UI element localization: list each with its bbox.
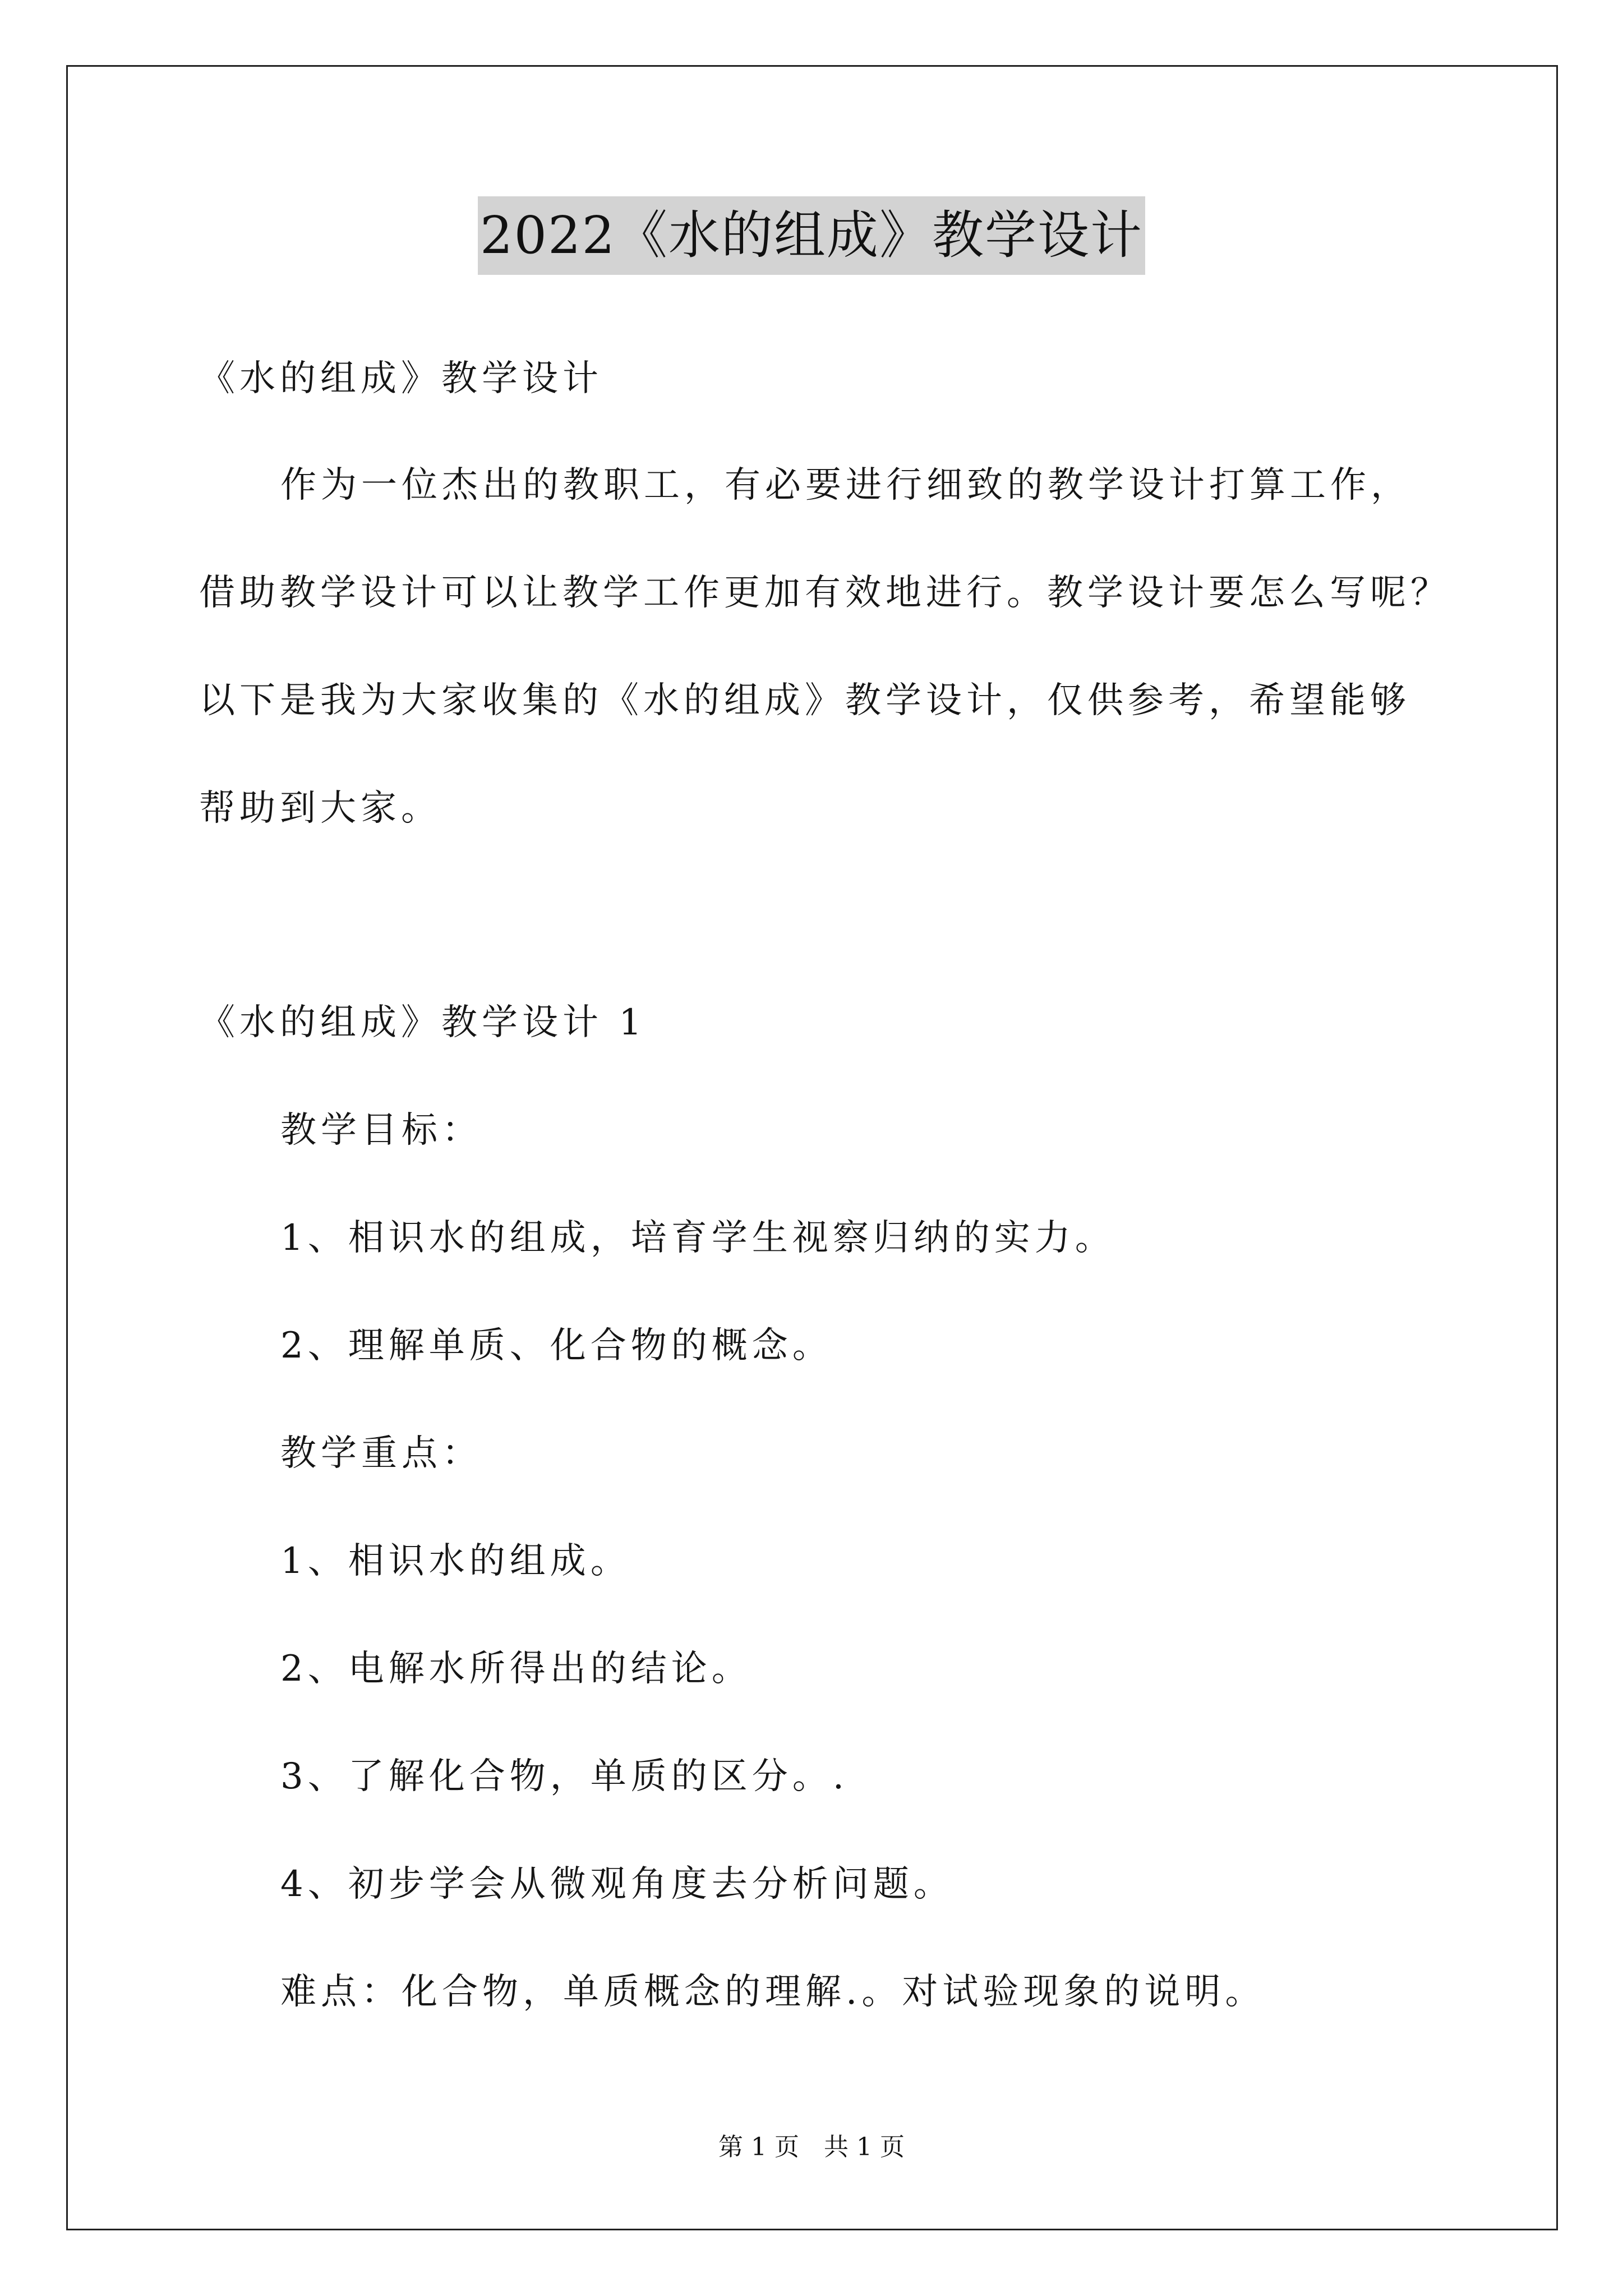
- intro-line-2: 借助教学设计可以让教学工作更加有效地进行。教学设计要怎么写呢？: [199, 572, 1451, 614]
- goal-item-1: 1、相识水的组成，培育学生视察归纳的实力。: [280, 1217, 1115, 1259]
- section-title: 《水的组成》教学设计 1: [199, 1002, 647, 1043]
- key-point-item-2: 2、电解水所得出的结论。: [280, 1648, 752, 1690]
- page-footer: 第 1 页 共 1 页: [718, 2133, 905, 2161]
- intro-line-4: 帮助到大家。: [199, 788, 441, 829]
- intro-line-3: 以下是我为大家收集的《水的组成》教学设计，仅供参考，希望能够: [199, 680, 1410, 721]
- intro-line-1: 作为一位杰出的教职工，有必要进行细致的教学设计打算工作，: [280, 464, 1411, 506]
- title-container: [0, 196, 1623, 275]
- goal-item-2: 2、理解单质、化合物的概念。: [280, 1325, 833, 1366]
- document-title: 2022《水的组成》教学设计: [478, 196, 1145, 275]
- key-point-item-4: 4、初步学会从微观角度去分析问题。: [280, 1864, 954, 1905]
- goals-heading: 教学目标：: [280, 1110, 482, 1151]
- document-subtitle: 《水的组成》教学设计: [199, 358, 603, 399]
- difficulty-line: 难点：化合物，单质概念的理解.。对试验现象的说明。: [280, 1971, 1266, 2013]
- key-point-item-1: 1、相识水的组成。: [280, 1540, 631, 1582]
- key-points-heading: 教学重点：: [280, 1433, 482, 1474]
- key-point-item-3: 3、了解化合物，单质的区分。.: [280, 1756, 849, 1797]
